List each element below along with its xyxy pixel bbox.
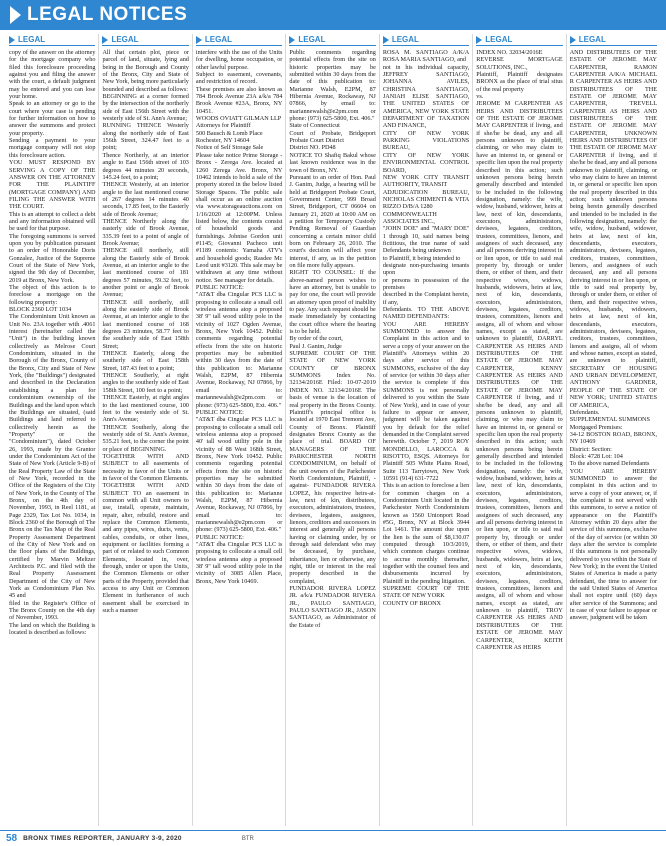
notice-text: ROSA M. SANTIAGO A/K/A ROSA MARIA SANTIAGO, and not in his individual capacity, JEFFREY SANTIAGO, JOHANNA AVILES, CHRISTINA SANTIAGO, JANIAH ELISE SANTIAGO, THE UNITED STATES OF AMERICA, NEW YORK STATE DEPARTMENT OF TAXATION AND FINANCE, CITY OF NEW YORK PARKING VIOLATIONS BUREAU, CITY OF NEW YORK ENVIRONMENTAL CONTROL BOARD, NEW YORK CITY TRANSIT AUTHORITY, TRANSIT ADJUDICATION BUREAU, NICHOLAS CHIMENTI & VITA RIZZO D/B/A 1280 COMMONWEALTH ASSOCIATES INC., "JOHN DOE" and "MARY DOE" 1 through 10, said names being fictitious, the true name of said Defendants being unknown to Plaintiff, it being intended to designate non-purchasing tenants upon or persons in possession of the premises described in the Complaint herein, if any, Defendants. TO THE ABOVE NAMED DEFENDANTS: YOU ARE HEREBY SUMMONED to answer the Complaint in this action and to serve a copy of your answer on the Plaintiff's Attorneys within 20 days after service of this SUMMONS, exclusive of the day of service (or within 30 days after the service is complete if this SUMMONS is not personally delivered to you within the State of New York), and in case of your failure to appear or answer, judgment will be taken against you by default for the relief demanded in the Complaint served herewith. October 7, 2019 ROY MONDELLO, LAROCCA & RISOTTO, ESQS. Attorneys for Plaintiff 505 White Plains Road, Suite 113 Tarrytown, New York 10591 (914) 631-7722 This is an action to foreclose a lien for common charges on a Condominium Unit located in the Parkchester North Condominium known as 1560 Unionport Road #5G, Bronx, NY at Block 3944 Lot 1461. The amount due upon the lien is the sum of $8,130.07 computed through 10/3/2019, which common charges continue to accrue monthly thereafter, together with the counsel fees and disbursements incurred by Plaintiff in the pending litigation. SUPREME COURT OF THE STATE OF NEW YORK COUNTY OF BRONX [382, 49, 470, 607]
notice-text: AND DISTRIBUTEES OF THE ESTATE OF JEROME MAY CARPENTER, RAMON CARPENTER A/K/A MICHAEL R CARPENTER AS HEIRS AND DISTRIBUTEES OF THE ESTATE OF JEROME MAY CARPENTER, TREVELL CARPENTER AS HEIRS AND DISTRIBUTEES OF THE ESTATE OF JEROME MAY CARPENTER, UNKNOWN HEIRS AND DISTRIBUTEES OF THE ESTATE OF JEROME MAY CARPENTER if living, and if she/he be dead, any and all persons unknown to plaintiff, claiming, or who may claim to have an interest in, or general or specific lien upon the real property described in this action; such unknown persons being herein generally described and intended to be included in the following designation, namely: the wife, widow, husband, widower, heirs at law, next of kin, descendants, executors, administrators, devisees, legatees, creditors, trustees, committees, lienors, and assignees of such deceased, any and all persons deriving interest in or lien upon, or title to said real property by, through or under them, or either of them, and their respective wives, widows, husbands, widowers, heirs at law, next of kin, descendants, executors, administrators, devisees, legatees, creditors, trustees, committees, lienors and assigns, all of whom and whose names, except as stated, are unknown to plaintiff, SECRETARY OF HOUSING AND URBAN DEVELOPMENT, ANTHONY GARDNER, PEOPLE OF THE STATE OF NEW YORK; UNITED STATES OF AMERICA, Defendants. SUPPLEMENTAL SUMMONS Mortgaged Premises: 34-12 BOSTON ROAD, BRONX, NY 10469 District: Section: Block: 4728 Lot: 104 To the above named Defendants YOU ARE HEREBY SUMMONED to answer the complaint in this action and to serve a copy of your answer, or, if the complaint is not served with this summons, to serve a notice of appearance on the Plaintiff's Attorney within 20 days after the service of this summons, exclusive of the day of service (or within 30 days after the service is complete if this summons is not personally delivered to you within the State of New York); in the event the United States of America is made a party defendant, the time to answer for the said United States of America shall not expire until (60) days after service of the Summons; and in case of your failure to appear or answer, judgment will be taken [569, 49, 658, 622]
section-arrow-icon [102, 36, 108, 44]
column-6 [473, 34, 566, 826]
section-arrow-icon [196, 36, 202, 44]
page-footer [0, 830, 666, 846]
publication-code: BTR [241, 835, 254, 842]
section-label: LEGAL [18, 35, 46, 44]
column-1 [6, 34, 99, 826]
notice-text: Public comments regarding potential effects from the site on historic properties may be submitted within 30 days from the date of this publication to: Marianne Walsh, E2PM, 87 Hibernia Avenue, Rockaway, NJ 07866, by email to: mariannewalsh@e2pm.com or phone: (973) 625-5800, Ext. 406." State of Connecticut Court of Probate, Bridgeport Probate Court District District NO. PD48 NOTICE TO Shafiq Bakul whose last known residence was in the town of Bronx, NY. Pursuant to an order of Hon. Paul J. Ganim, Judge, a hearing will be held at Bridgeport Probate Court, Government Center, 999 Broad Street, Bridgeport, CT 06604 on January 21, 2020 at 10:00 AM on a petition for Temporary Custody Pending Removal of Guardian concerning a certain minor child born on February 26, 2010. The court's decision will affect your interest, if any, as in the petition on file more fully appears. RIGHT TO COUNSEL: If the above-named person wishes to have an attorney, but is unable to pay for one, the court will provide an attorney upon proof of inability to pay. Any such request should be made immediately by contacting the court office where the hearing is to be held. By order of the court, Paul J. Ganim, Judge SUPREME COURT OF THE STATE OF NEW YORK COUNTY OF BRONX SUMMONS Index No. 32134/2016E Filed: 10-07-2019 INDEX NO. 32134/2016E The basis of venue is the location of real property in the Bronx County. Plaintiff's principal office is located at 1970 East Tremont Ave, County of Bronx. Plaintiff designates Bronx County as the place of trial. BOARD OF MANAGERS OF THE PARKCHESTER NORTH CONDOMINIUM, on behalf of the unit owners of the Parkchester North Condominium, Plaintiff, -against- FUNDADOR RIVERA LOPEZ, his respective heirs-at-law, next of kin, distributees, executors, administrators, trustees, devisees, legatees, assignees, lienors, creditors and successors in interest and generally all persons having or claiming under, by or through said defendant who may be deceased, by purchase, inheritance, lien or otherwise, any right, title or interest in the real property described in the complaint, FUNDADOR RIVERA LOPEZ JR. a/k/a FUNDADOR RIVERA JR., PAULO SANTIAGO, PAULO SANTIAGO JR., JASON SANTIAGO, as Administrator of the Estate of [289, 49, 376, 629]
section-label: LEGAL [485, 35, 513, 44]
page-banner [0, 0, 666, 30]
section-label: LEGAL [204, 35, 233, 44]
section-label: LEGAL [111, 35, 139, 44]
banner-arrow-icon [10, 6, 21, 24]
notice-columns [6, 34, 660, 826]
section-header [9, 34, 95, 46]
column-5 [380, 34, 473, 826]
column-7 [567, 34, 660, 826]
column-4 [286, 34, 379, 826]
section-label: LEGAL [391, 35, 419, 44]
banner-title: LEGAL NOTICES [27, 4, 188, 25]
section-arrow-icon [570, 36, 576, 44]
section-header [289, 34, 375, 46]
section-arrow-icon [9, 36, 15, 44]
section-arrow-icon [476, 36, 482, 44]
section-label: LEGAL [298, 35, 326, 44]
notice-text: INDEX NO. 32034/2016E REVERSE MORTGAGE SOLUTIONS, INC., Plaintiff, Plaintiff designates BRONX as the place of trial situs of the real property vs. JEROME M CARPENTER AS HEIRS AND DISTRIBUTEES OF THE ESTATE OF JEROME MAY CARPENTER if living, and if she/he be dead, any and all persons unknown to plaintiff, claiming, or who may claim to have an interest in, or general or specific lien upon the real property described in this action; such unknown persons being herein generally described and intended to be included in the following designation, namely: the wife, widow, husband, widower, heirs at law, next of kin, descendants, executors, administrators, devisees, legatees, creditors, trustees, committees, lienors, and assignees of such deceased, any and all persons deriving interest in or lien upon, or title to said real property by, through or under them, or either of them, and their respective wives, widows, husbands, widowers, heirs at law, next of kin, descendants, executors, administrators, devisees, legatees, creditors, trustees, committees, lienors and assigns, all of whom and whose names, except as stated, are unknown to plaintiff, DARRYL CARPENTER AS HEIRS AND DISTRIBUTEES OF THE ESTATE OF JEROME MAY CARPENTER, KENNY CARPENTER AS HEIRS AND DISTRIBUTEES OF THE ESTATE OF JEROME MAY CARPENTER if living, and if she/he be dead, any and all persons unknown to plaintiff, claiming, or who may claim to have an interest in, or general or specific lien upon the real property described in this action; such unknown persons being herein generally described and intended to be included in the following designation, namely: the wife, widow, husband, widower, heirs at law, next of kin, descendants, executors, administrators, devisees, legatees, creditors, trustees, committees, lienors and assignees of such deceased, any and all persons deriving interest in or lien upon, or title to said real property by, through or under them, or either of them, and their respective wives, widows, husbands, widowers, heirs at law, next of kin, descendants, executors, administrators, devisees, legatees, creditors, trustees, committees, lienors and assigns, all of whom and whose names, except as stated, are unknown to plaintiff, TROY CARPENTER AS HEIRS AND DISTRIBUTEES OF THE ESTATE OF JEROME MAY CARPENTER, KEITH CARPENTER AS HEIRS [476, 49, 563, 651]
section-header [102, 34, 188, 46]
section-header [196, 34, 282, 46]
section-header [383, 34, 469, 46]
section-header [570, 34, 657, 46]
page-number: 58 [6, 833, 18, 844]
section-arrow-icon [383, 36, 389, 44]
column-3 [193, 34, 286, 826]
notice-text: All that certain plot, piece or parcel of land, situate, lying and being in the Borough and County of the Bronx, City and State of New York, being more particularly bounded and described as follows: BEGINNING at a corner formed by the intersection of the northerly side of East 156th Street with the westerly side of St. Ann's Avenue; RUNNING THENCE Westerly along the northerly side of East 156th Street, 324.47 feet to a point; Thence Northerly, at an interior angle to East 156th street of 103 degrees 44 minutes 20 seconds, 145.24 feet, to a point; THENCE Westerly, at an interior angle to the last mentioned course of 267 degrees 14 minutes 40 seconds, 17.85 feet, to the Easterly side of Brook Avenue; THENCE Northerly along the easterly side of Brook Avenue, 335.39 feet to a point of angle of Brook Avenue; THENCE still northerly, still along the Easterly side of Brook Avenue, at an interior angle to the last mentioned course of 181 degrees 57 minutes, 59.32 feet, to another point or angle of Brook Avenue; THENCE still northerly, still along the easterly side of Brook Avenue, at an interior angle to the last mentioned course of 168 degrees 23 minutes, 58.77 feet to the southerly side of East 158th Street; THENCE Easterly, along the southerly side of East 158th Street, 187.43 feet to a point; THENCE Southerly, at right angles to the southerly side of East 158th Street, 100 feet to a point; THENCE Easterly, at right angles to the last mentioned course, 100 feet to the westerly side of St. Ann's Avenue; THENCE Southerly, along the westerly side of St. Ann's Avenue, 535.21 feet, to the corner the point or place of BEGINNING. TOGETHER WITH AND SUBJECT to all easements of necessity in favor of the Units or in favor of the Common Elements. TOGETHER WITH AND SUBJECT TO an easement in common with all Unit owners to use, install, operate, maintain, repair, alter, rebuild, restore and replace the Common Elements, and any pipes, wires, ducts, vents, cables, conduits, or other lines, equipment or facilities forming a part of or related to such Common Elements, located in, over, through, under or upon the Units, the Common Elements or other parts of the Property, provided that access to any Unit or Common Element in furtherance of such easement shall be exercised in such a manner [102, 49, 189, 615]
publication-line: BRONX TIMES REPORTER, JANUARY 3-9, 2020 [23, 835, 182, 842]
section-arrow-icon [289, 36, 295, 44]
notice-text: copy of the answer on the attorney for the mortgage company who filed this foreclosure proceeding against you and filing the answer with the court, a default judgment may be entered and you can lose your home. Speak to an attorney or go to the court where your case is pending for further information on how to answer the summons and protect your property. Sending a payment to your mortgage company will not stop this foreclosure action. YOU MUST RESPOND BY SERVING A COPY OF THE ANSWER ON THE ATTORNEY FOR THE PLAINTIFF (MORTGAGE COMPANY) AND FILING THE ANSWER WITH THE COURT. This is an attempt to collect a debt and any information obtained will be used for that purpose. The foregoing summons is served upon you by publication pursuant to an order of Honorable Doris Gonzalez, Justice of the Supreme Court of the State of New York, signed the 9th day of December, 2019 at Bronx, New York. The object of this action is to foreclose a mortgage on the following property: BLOCK 2360 LOT 1034 The Condominium Unit known as Unit No. 23A together with .4061 interest (hereinafter called the "Unit") in the building known collectively as Melrose Court Condominium, situated in the Borough of the Bronx, County of the Bronx, City and State of New York, (the "Buildings") designated and described in the Declaration establishing a plan for condominium ownership of the Buildings and the land upon which the Buildings are situated, (said Buildings and land referred to collectively herein as the "Property" or the "Condominium"), dated October 26, 1993, made by the Grantor under the Condominium Act of the State of New York (Article 9-B) of the Real Property Law of the State of New York, recorded in the Office of the Registers of the City of New York, in the County of The Bronx, on the 4th day of November, 1993, in Reel 1181, at Page 2329, Tax Lot No. 1034, in Block 2360 of the Borough of The Bronx on the Tax Map of the Real Property Assessment Department of the City of New York and on the floor plans of the Buildings, certified by Marvin Meltzer Architects P.C. and filed with the Real Property Assessment Department of the City of New York as Condominium Plan No. 45 and filed in the Register's Office of The Bronx County on the 4th day of November, 1993. The land on which the Building is located is described as follows: [9, 49, 96, 637]
column-2 [99, 34, 192, 826]
section-label: LEGAL [578, 35, 606, 44]
section-header [476, 34, 562, 46]
notice-text: interfere with the use of the Units for dwelling, home occupation, or other lawful purpose. Subject to easement, covenants, and restriction of record. These premises are also known as 784 Brook Avenue 23A a/k/a 784 Brook Avenue #23A, Bronx, NY 10451. WOODS OVIATT GILMAN LLP Attorneys for Plaintiff 500 Bausch & Lomb Place Rochester, NY 14604 Notice of Self Storage Sale Please take notice Prime Storage - Bronx - Zerega Ave. located at 1260 Zerega Ave. Bronx, NY 10462 intends to hold a sale of the property stored in the below listed Storage Spaces. The public sale shall occur as an online auction via www.storageauctions.com on 1/16/2020 at 12:00PM. Unless listed below, the contents consist of household goods and furnishings. Johnise Gordon unit #1145; Giovanni Pacheco unit #1189 contents: Yamaha ATV's and household goods; Rasdee Mc Leod unit #3120. This sale may be withdrawn at any time without notice. See manager for details. PUBLIC NOTICE: "AT&T dba Cingular PCS LLC is proposing to collocate a small cell wireless antenna atop a proposed 38' 9" tall wood utility pole in the vicinity of 1027 Ogden Avenue, Bronx, New York 10452. Public comments regarding potential effects from the site on historic properties may be submitted within 30 days from the date of this publication to: Marianne Walsh, E2PM, 87 Hibernia Avenue, Rockaway, NJ 07866, by email to: mariannewalsh@e2pm.com or phone: (973) 625-5800, Ext. 406." PUBLIC NOTICE: "AT&T dba Cingular PCS LLC is proposing to collocate a small cell wireless antenna atop a proposed 40' tall wood utility pole in the vicinity of 88 West 168th Street, Bronx, New York 10452. Public comments regarding potential effects from the site on historic properties may be submitted within 30 days from the date of this publication to: Marianne Walsh, E2PM, 87 Hibernia Avenue, Rockaway, NJ 07866, by email to: mariannewalsh@e2pm.com or phone: (973) 625-5800, Ext. 406." PUBLIC NOTICE: "AT&T dba Cingular PCS LLC is proposing to collocate a small cell wireless antenna atop a proposed 38' 9" tall wood utility pole in the vicinity of 3085 Allen Place, Bronx, New York 10469. [195, 49, 283, 585]
